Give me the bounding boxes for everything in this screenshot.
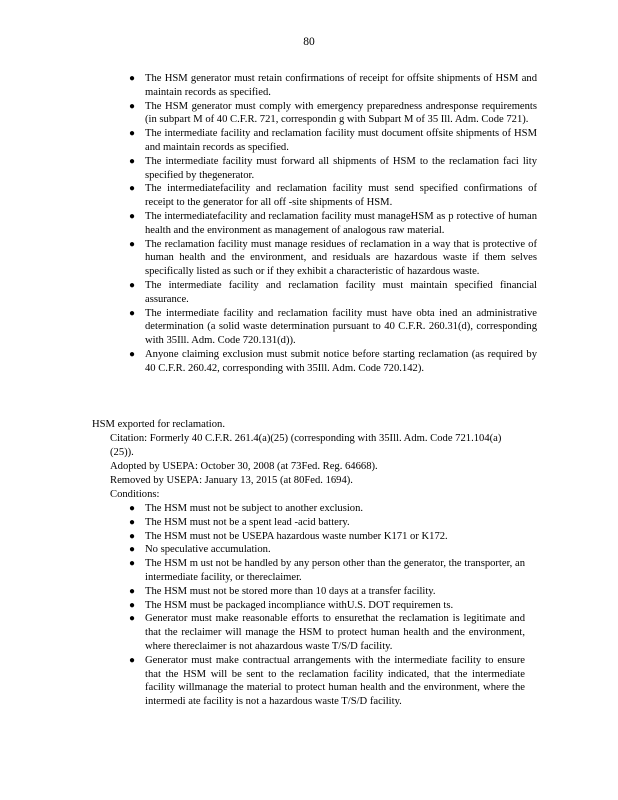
bullet-icon: ● — [129, 558, 136, 570]
list-item — [125, 100, 537, 128]
list-item — [125, 599, 525, 613]
list-item-text: The HSM must not be subject to another exclusion. — [145, 503, 364, 514]
bullet-icon: ● — [129, 348, 136, 360]
list-item — [125, 543, 525, 557]
page-number: 80 — [303, 36, 315, 48]
list-item-text: The intermediatefacility and reclamation facility must manageHSM as p rotective of human health and the environment as management of analogous raw material. — [145, 210, 537, 236]
list-item-text: The HSM must not be USEPA hazardous waste number K171 or K172. — [145, 530, 448, 542]
bullet-icon: ● — [129, 100, 136, 112]
citation-text: Citation: Formerly 40 C.F.R. 261.4(a)(25) (corresponding with 35Ill. Adm. Code 721.104(a)(25)). — [110, 433, 502, 458]
bullet-icon: ● — [129, 73, 136, 84]
list-item — [125, 502, 525, 516]
bullet-icon: ● — [129, 516, 136, 528]
list-item-text: Anyone claiming exclusion must submit notice before starting reclamation (as required by 40 C.F.R. 260.42, corresponding with 35Ill. Adm. Code 720.142). — [145, 348, 537, 374]
list-item-text: The HSM m ust not be handled by any person other than the generator, the transporter, an intermediate facility, or thereclaimer. — [145, 558, 525, 583]
list-item-text: The HSM must not be a spent lead -acid battery. — [145, 516, 350, 528]
bullet-icon: ● — [129, 585, 136, 597]
list-item-text: The HSM generator must comply with emergency preparedness andresponse requirements (in subpart M of 40 C.F.R. 721, correspondin g with Subpart M of 35 Ill. Adm. Code 721). — [145, 100, 537, 126]
section-heading: HSM exported for reclamation. — [92, 419, 225, 430]
list-item — [125, 307, 537, 348]
first-condition-list — [125, 72, 537, 376]
bullet-icon: ● — [129, 654, 136, 666]
list-item-text: The intermediate facility and reclamation facility must have obta ined an administrative determination (a solid waste determination pursuant to 40 C.F.R. 260.31(d), corresponding with 35Ill. Adm. Code 720.131(d)). — [145, 307, 537, 347]
list-item-text: The intermediate facility must forward all shipments of HSM to the reclamation faci lity specified by thegenerator. — [145, 155, 537, 181]
list-item-text: The intermediatefacility and reclamation facility must send specified confirmations of receipt to the generator for all off -site shipments of HSM. — [145, 183, 537, 209]
list-item — [125, 612, 525, 653]
list-item-text: Generator must make contractual arrangements with the intermediate facility to ensure that the HSM will be sent to the reclamation facility indicated, that the intermediate facility willmanage the material to protect human health and the environment, where the intermedi ate facility is not a hazardous waste T/S/D facility. — [145, 654, 525, 708]
list-item — [125, 585, 525, 599]
list-item — [125, 72, 537, 100]
list-item — [125, 238, 537, 279]
list-item-text: The intermediate facility and reclamation facility must document offsite shipments of HSM and maintain records as specified. — [145, 128, 537, 153]
list-item — [125, 530, 525, 544]
bullet-icon: ● — [129, 599, 136, 611]
bullet-icon: ● — [129, 279, 136, 291]
list-item-text: The intermediate facility and reclamation facility must maintain specified financial assurance. — [145, 279, 537, 305]
list-item — [125, 182, 537, 210]
list-item-text: The HSM must be packaged incompliance withU.S. DOT requiremen ts. — [145, 599, 454, 611]
bullet-icon: ● — [129, 307, 136, 319]
conditions-label: Conditions: — [110, 489, 160, 500]
bullet-icon: ● — [129, 238, 136, 250]
list-item-text: The HSM generator must retain confirmations of receipt for offsite shipments of HSM and maintain records as specified. — [145, 73, 537, 98]
list-item — [125, 155, 537, 183]
list-item — [125, 127, 537, 155]
bullet-icon: ● — [129, 530, 136, 542]
list-item-text: No speculative accumulation. — [145, 544, 271, 556]
bullet-icon: ● — [129, 128, 136, 140]
removed-text: Removed by USEPA: January 13, 2015 (at 80Fed. 1694). — [110, 475, 353, 486]
bullet-icon: ● — [129, 503, 136, 514]
bullet-icon: ● — [129, 613, 136, 625]
list-item-text: Generator must make reasonable efforts to ensurethat the reclamation is legitimate and that the reclaimer will manage the HSM to protect human health and the environment, where thereclaimer is not ahazardous waste T/S/D facility. — [145, 613, 525, 652]
list-item — [125, 348, 537, 376]
list-item — [125, 654, 525, 709]
second-condition-list — [125, 502, 525, 709]
list-item — [125, 279, 537, 307]
list-item — [125, 516, 525, 530]
bullet-icon: ● — [129, 210, 136, 222]
list-item-text: The HSM must not be stored more than 10 days at a transfer facility. — [145, 585, 436, 597]
list-item — [125, 557, 525, 585]
bullet-icon: ● — [129, 183, 136, 195]
list-item-text: The reclamation facility must manage residues of reclamation in a way that is protective of human health and the environment, and residuals are hazardous waste if them selves specifically listed as such or if they exhibit a characteristic of hazardous waste. — [145, 238, 537, 278]
bullet-icon: ● — [129, 155, 136, 167]
adopted-text: Adopted by USEPA: October 30, 2008 (at 73Fed. Reg. 64668). — [110, 461, 378, 472]
bullet-icon: ● — [129, 544, 136, 556]
list-item — [125, 210, 537, 238]
